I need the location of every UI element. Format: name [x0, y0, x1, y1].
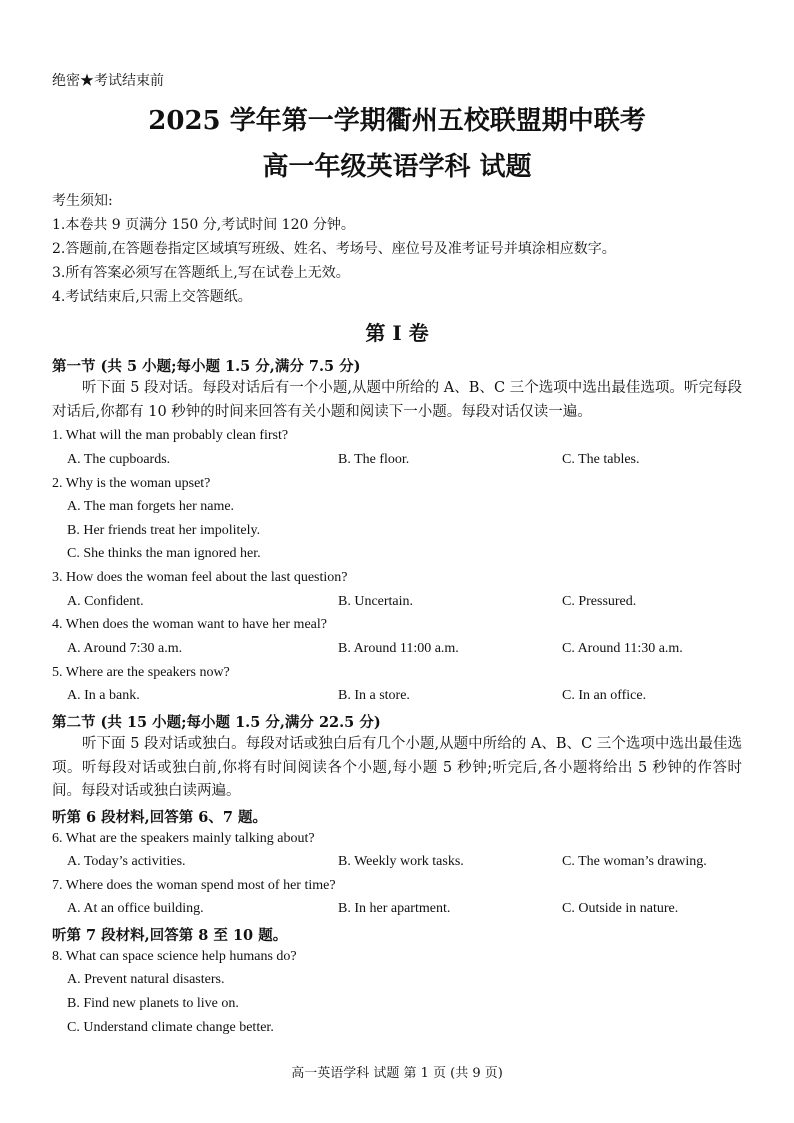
question-stem: 4. When does the woman want to have her meal? [52, 617, 327, 632]
option-b: B. Around 11:00 a.m. [338, 641, 459, 656]
option-b: B. Weekly work tasks. [338, 854, 464, 869]
notice-item: 2.答题前,在答题卷指定区域填写班级、姓名、考场号、座位号及准考证号并填涂相应数字。 [52, 241, 616, 257]
option-c: C. Outside in nature. [562, 901, 679, 916]
section1-heading: 第一节 (共 5 小题;每小题 1.5 分,满分 7.5 分) [52, 358, 361, 375]
option-a: A. Today’s activities. [67, 854, 186, 869]
notice-item: 3.所有答案必须写在答题纸上,写在试卷上无效。 [52, 265, 350, 281]
option-c: C. Understand climate change better. [67, 1020, 274, 1035]
option-c: C. The woman’s drawing. [562, 854, 707, 869]
option-b: B. Find new planets to live on. [67, 996, 239, 1011]
question-stem: 2. Why is the woman upset? [52, 476, 211, 491]
option-a: A. The man forgets her name. [67, 499, 235, 514]
option-b: B. Uncertain. [338, 594, 414, 609]
material-heading: 听第 7 段材料,回答第 8 至 10 题。 [52, 927, 288, 944]
exam-title: 2025 学年第一学期衢州五校联盟期中联考 [148, 106, 646, 136]
option-b: B. Her friends treat her impolitely. [67, 523, 261, 538]
notice-item: 4.考试结束后,只需上交答题纸。 [52, 289, 252, 305]
option-a: A. In a bank. [67, 688, 140, 703]
option-b: B. In her apartment. [338, 901, 451, 916]
question-stem: 1. What will the man probably clean first? [52, 428, 289, 443]
option-c: C. In an office. [562, 688, 647, 703]
question-stem: 8. What can space science help humans do? [52, 949, 297, 964]
section2-instructions: 听下面 5 段对话或独白。每段对话或独白后有几个小题,从题中所给的 A、B、C 三个选项中选出最佳选项。听每段对话或独白前,你将有时间阅读各个小题,每小题 5 秒钟;听完后,各小题将给出 5 秒钟的作答时间。每段对话或独白读两遍。 [52, 736, 742, 799]
volume-title: 第 I 卷 [365, 321, 429, 345]
section2-heading: 第二节 (共 15 小题;每小题 1.5 分,满分 22.5 分) [52, 714, 381, 731]
option-c: C. Pressured. [562, 594, 637, 609]
exam-subtitle: 高一年级英语学科 试题 [262, 152, 532, 182]
option-b: B. The floor. [338, 452, 410, 467]
option-c: C. She thinks the man ignored her. [67, 546, 261, 561]
option-a: A. Confident. [67, 594, 144, 609]
notice-heading: 考生须知: [52, 193, 113, 209]
option-b: B. In a store. [338, 688, 410, 703]
section1-instructions: 听下面 5 段对话。每段对话后有一个小题,从题中所给的 A、B、C 三个选项中选出最佳选项。听完每段对话后,你都有 10 秒钟的时间来回答有关小题和阅读下一小题。每段对话仅读一遍。 [52, 380, 742, 420]
option-a: A. Around 7:30 a.m. [67, 641, 183, 656]
notice-item: 1.本卷共 9 页满分 150 分,考试时间 120 分钟。 [52, 217, 355, 233]
confidential-label: 绝密★考试结束前 [52, 73, 164, 89]
option-a: A. Prevent natural disasters. [67, 972, 225, 987]
page-footer: 高一英语学科 试题 第 1 页 (共 9 页) [291, 1066, 503, 1081]
option-a: A. At an office building. [67, 901, 204, 916]
option-c: C. The tables. [562, 452, 640, 467]
question-stem: 6. What are the speakers mainly talking about? [52, 831, 315, 846]
question-stem: 3. How does the woman feel about the last question? [52, 570, 348, 585]
question-stem: 5. Where are the speakers now? [52, 665, 230, 680]
question-stem: 7. Where does the woman spend most of her time? [52, 878, 336, 893]
material-heading: 听第 6 段材料,回答第 6、7 题。 [52, 809, 268, 826]
option-c: C. Around 11:30 a.m. [562, 641, 683, 656]
option-a: A. The cupboards. [67, 452, 171, 467]
